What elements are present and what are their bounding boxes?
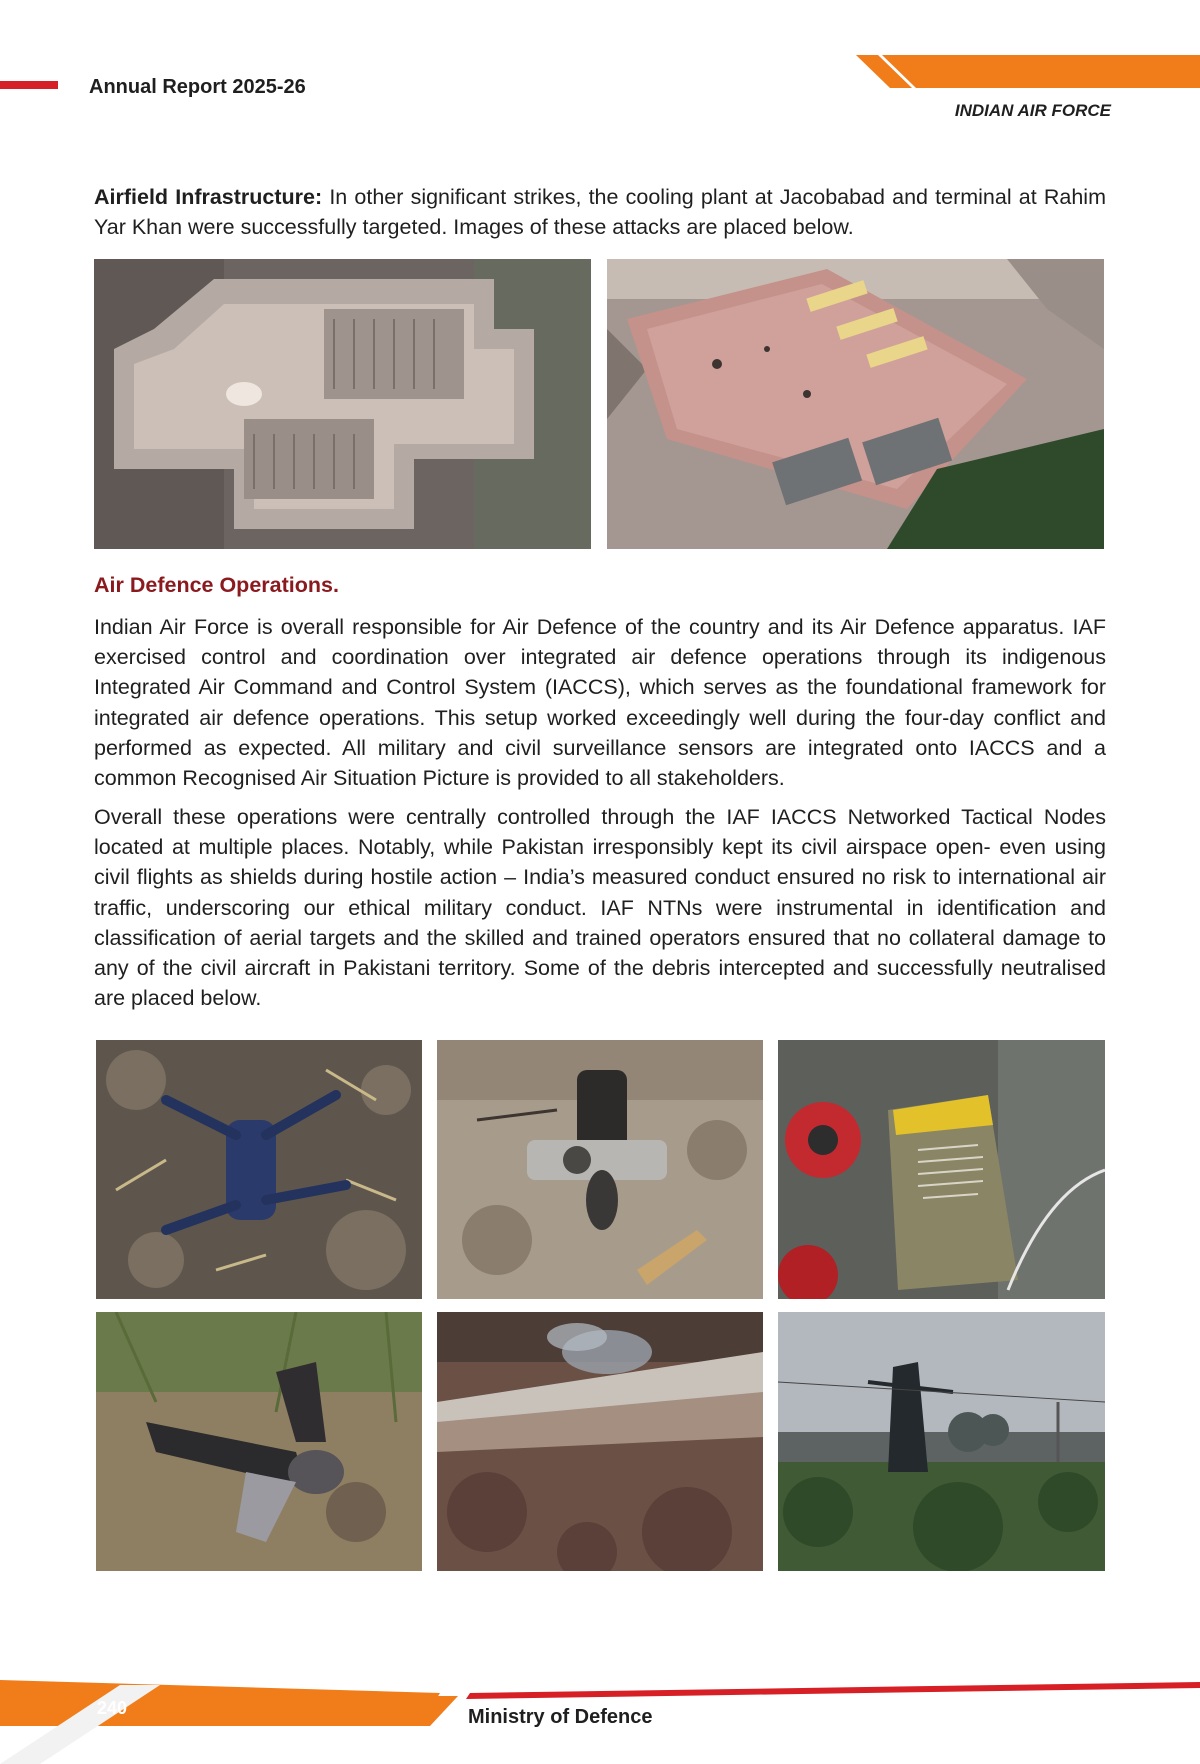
intro-paragraph <box>94 182 1106 242</box>
header-orange-band <box>0 0 1200 100</box>
section-heading: Air Defence Operations. <box>94 573 339 597</box>
debris-photo-engine <box>437 1040 763 1299</box>
debris-photo-drone <box>96 1040 422 1299</box>
footer-ministry-label: Ministry of Defence <box>468 1706 653 1728</box>
page-number: 240 <box>97 1698 128 1718</box>
intro-text: In other significant strikes, the cooling plant at Jacobabad and terminal at Rahim Yar Khan were successfully targeted. Images of these attacks are placed below. <box>94 185 1106 240</box>
satellite-image-cooling-plant <box>94 259 591 549</box>
section-paragraph-2: Overall these operations were centrally controlled through the IAF IACCS Networked Tactical Nodes located at multiple places. Notably, while Pakistan irresponsibly kept its civil airspace open- even using civil flights as shields during hostile action – India’s measured conduct ensured no risk to international air traffic, underscoring our ethical military conduct. IAF NTNs were instrumental in identification and classification of aerial targets and the skilled and trained operators ensured that no collateral damage to any of the civil aircraft in Pakistani territory. Some of the debris intercepted and successfully neutralised are placed below. <box>94 805 1106 1011</box>
report-title: Annual Report 2025-26 <box>89 76 306 98</box>
debris-photo-missile <box>96 1312 422 1571</box>
debris-photo-casing <box>778 1040 1105 1299</box>
debris-photo-field-wreckage <box>778 1312 1105 1571</box>
satellite-image-terminal <box>607 259 1104 549</box>
debris-photo-crash-site <box>437 1312 763 1571</box>
section-paragraph-1: Indian Air Force is overall responsible for Air Defence of the country and its Air Defence apparatus. IAF exercised control and coordination over integrated air defence operations through its indigenous Integrated Air Command and Control System (IACCS), which serves as the foundational framework for integrated air defence operations. This setup worked exceedingly well during the four-day conflict and performed as expected. All military and civil surveillance sensors are integrated onto IACCS and a common Recognised Air Situation Picture is provided to all stakeholders. <box>94 615 1106 791</box>
section-label: INDIAN AIR FORCE <box>954 101 1111 120</box>
intro-lead: Airfield Infrastructure: <box>94 185 323 209</box>
